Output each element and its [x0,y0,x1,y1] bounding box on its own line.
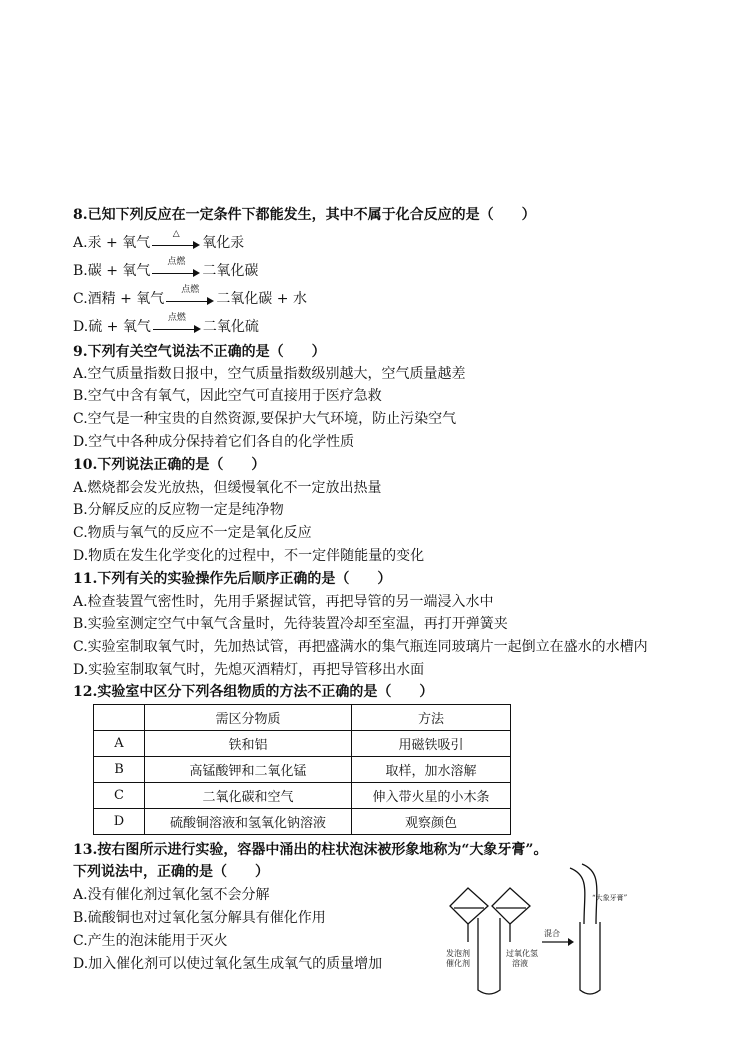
table-header [94,705,145,731]
q11-option-c: C.实验室制取氧气时，先加热试管，再把盛满水的集气瓶连同玻璃片一起倒立在盛水的水槽内 [73,639,648,655]
q11-stem: 11.下列有关的实验操作先后顺序正确的是（ ） [73,571,392,587]
q13-option-b: B.硫酸铜也对过氧化氢分解具有催化作用 [73,910,326,926]
funnel-right-icon [492,888,530,942]
q11-option-a: A.检查装置气密性时，先用手紧握试管，再把导管的另一端浸入水中 [73,594,494,610]
label-elephant-toothpaste: “大象牙膏” [592,894,628,902]
table-row [94,783,511,809]
q12-table [93,704,511,835]
q13-option-d: D.加入催化剂可以使过氧化氢生成氧气的质量增加 [73,956,383,972]
q11-option-b: B.实验室测定空气中氧气含量时，先待装置冷却至室温，再打开弹簧夹 [73,616,508,632]
table-row [94,757,511,783]
q13-stem-2: 下列说法中，正确的是（ ） [73,864,269,880]
label-peroxide: 过氧化氢 [506,949,538,958]
test-tube-icon [478,918,500,994]
table-row [94,731,511,757]
q10-option-d: D.物质在发生化学变化的过程中，不一定伴随能量的变化 [73,548,425,564]
table-cell: 铁和铝 [145,731,352,757]
q9-option-b: B.空气中含有氧气，因此空气可直接用于医疗急救 [73,388,382,404]
q11-option-d: D.实验室制取氧气时，先熄灭酒精灯，再把导管移出水面 [73,662,425,678]
q8-option-b: B. 碳 + 氧气 点燃 二氧化碳 [73,257,259,279]
q8-stem: 8.已知下列反应在一定条件下都能发生，其中不属于化合反应的是（ ） [73,207,536,223]
q13-stem: 13.按右图所示进行实验，容器中涌出的柱状泡沫被形象地称为“大象牙膏”。 [73,842,548,858]
q9-option-d: D.空气中各种成分保持着它们各自的化学性质 [73,434,355,450]
q8-option-d: D. 硫 + 氧气 点燃 二氧化硫 [73,313,259,335]
table-cell: B [94,757,145,783]
foam-tube-icon [570,864,600,994]
reaction-arrow: 点燃 [152,261,200,281]
table-cell: 硫酸铜溶液和氢氧化钠溶液 [145,809,352,835]
table-cell: C [94,783,145,809]
label-solution: 溶液 [512,959,528,968]
table-header: 需区分物质 [145,705,352,731]
funnel-left-icon [450,888,488,942]
table-cell: 伸入带火星的小木条 [352,783,511,809]
table-cell: A [94,731,145,757]
q10-option-a: A.燃烧都会发光放热，但缓慢氧化不一定放出热量 [73,480,382,496]
q8-option-a: A. 汞 + 氧气 △ 氧化汞 [73,229,245,251]
table-row [94,809,511,835]
q9-option-a: A.空气质量指数日报中，空气质量指数级别越大，空气质量越差 [73,366,466,382]
label-foaming-agent: 发泡剂 [446,949,470,958]
table-cell: D [94,809,145,835]
label-mix: 混合 [544,929,560,938]
elephant-toothpaste-figure [440,862,660,1002]
table-header-row [94,705,511,731]
q9-option-c: C.空气是一种宝贵的自然资源,要保护大气环境，防止污染空气 [73,411,457,427]
table-header: 方法 [352,705,511,731]
table-cell: 二氧化碳和空气 [145,783,352,809]
table-cell: 取样，加水溶解 [352,757,511,783]
label-catalyst: 催化剂 [446,959,470,968]
q10-option-c: C.物质与氧气的反应不一定是氧化反应 [73,525,312,541]
mix-arrow-icon [542,938,574,946]
reaction-arrow: △ [152,233,200,253]
q12-stem: 12.实验室中区分下列各组物质的方法不正确的是（ ） [73,684,434,700]
q10-option-b: B.分解反应的反应物一定是纯净物 [73,502,284,518]
table-cell: 高锰酸钾和二氧化锰 [145,757,352,783]
q9-stem: 9.下列有关空气说法不正确的是（ ） [73,344,326,360]
q13-option-a: A.没有催化剂过氧化氢不会分解 [73,887,270,903]
reaction-arrow: 点燃 [166,289,214,309]
q8-option-c: C. 酒精 + 氧气 点燃 二氧化碳 + 水 [73,285,307,307]
table-cell: 观察颜色 [352,809,511,835]
q13-option-c: C.产生的泡沫能用于灭火 [73,933,228,949]
table-cell: 用磁铁吸引 [352,731,511,757]
reaction-arrow: 点燃 [153,317,201,337]
q10-stem: 10.下列说法正确的是（ ） [73,457,266,473]
